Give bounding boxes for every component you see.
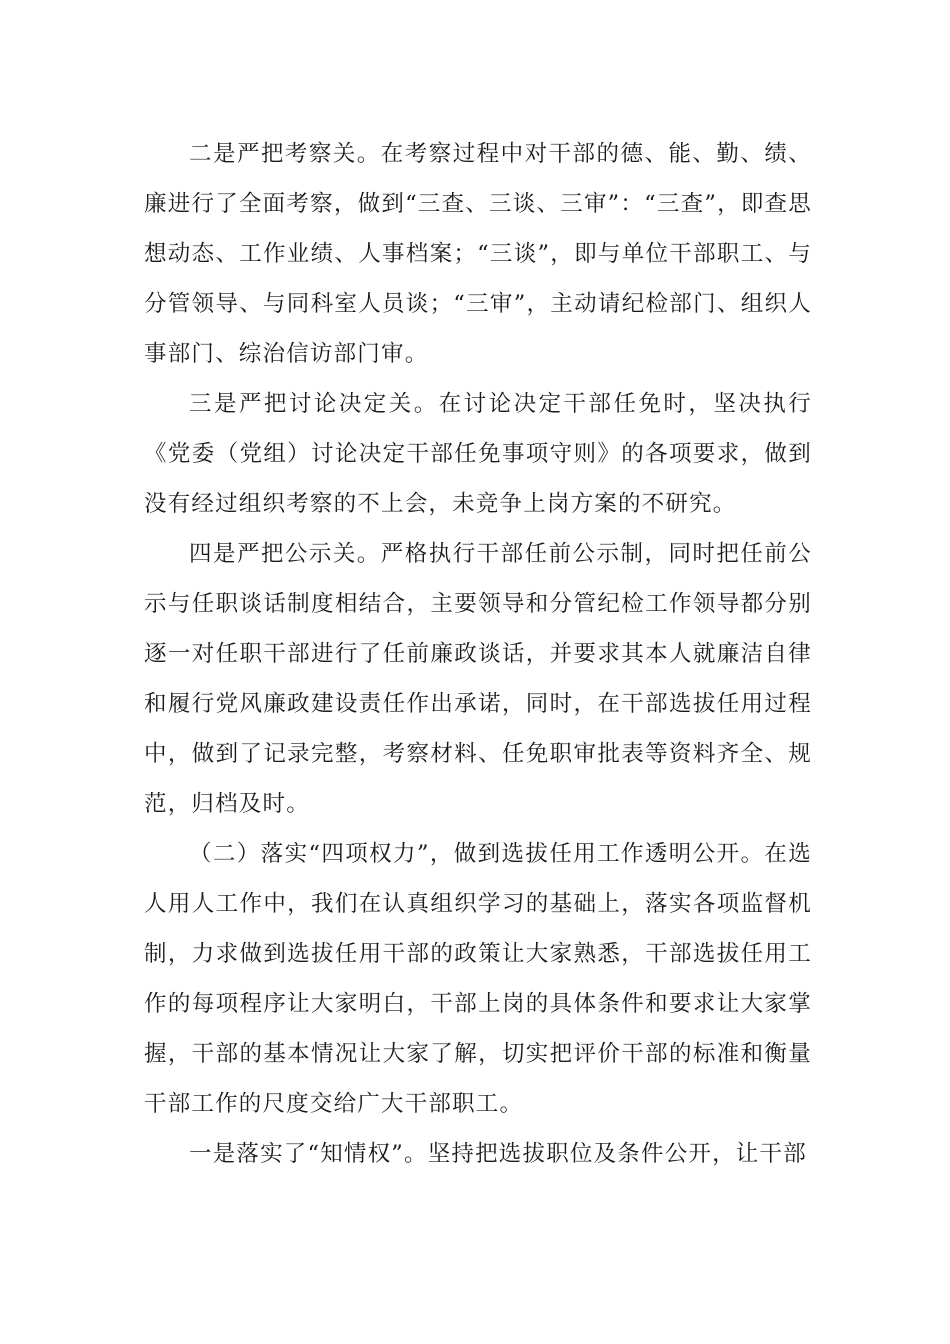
paragraph-four-rights: （二）落实“四项权力”，做到选拔任用工作透明公开。在选人用人工作中，我们在认真组织学习的基础上，落实各项监督机制，力求做到选拔任用干部的政策让大家熟悉，干部选拔任用工作的每项程序让大家明白，干部上岗的具体条件和要求让大家掌握，干部的基本情况让大家了解，切实把评价干部的标准和衡量干部工作的尺度交给广大干部职工。 <box>144 841 812 1117</box>
document-body <box>144 129 812 1179</box>
paragraph-strict-publicity: 四是严把公示关。严格执行干部任前公示制，同时把任前公示与任职谈话制度相结合，主要领导和分管纪检工作领导都分别逐一对任职干部进行了任前廉政谈话，并要求其本人就廉洁自律和履行党风廉政建设责任作出承诺，同时，在干部选拔任用过程中，做到了记录完整，考察材料、任免职审批表等资料齐全、规范，归档及时。 <box>144 541 812 817</box>
paragraph-right-to-know: 一是落实了“知情权”。坚持把选拔职位及条件公开，让干部 <box>189 1141 807 1167</box>
paragraph-strict-discussion: 三是严把讨论决定关。在讨论决定干部任免时，坚决执行《党委（党组）讨论决定干部任免事项守则》的各项要求，做到没有经过组织考察的不上会，未竞争上岗方案的不研究。 <box>144 391 812 517</box>
paragraph-strict-inspection: 二是严把考察关。在考察过程中对干部的德、能、勤、绩、廉进行了全面考察，做到“三查、三谈、三审”：“三查”，即查思想动态、工作业绩、人事档案；“三谈”，即与单位干部职工、与分管领导、与同科室人员谈；“三审”，主动请纪检部门、组织人事部门、综治信访部门审。 <box>144 141 812 367</box>
